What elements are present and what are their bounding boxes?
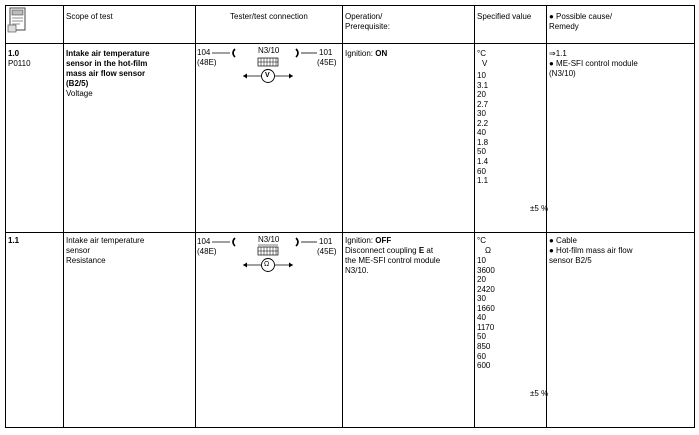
header-operation-2: Prerequisite:: [345, 22, 390, 31]
row2-pin-right-sub: (45E): [317, 247, 337, 256]
spec-value: 3600: [477, 265, 495, 275]
service-manual-icon: [7, 7, 29, 33]
row1-unit-value: V: [482, 59, 488, 68]
row1-remedy-3: (N3/10): [549, 69, 576, 78]
row2-pin-left-sub: (48E): [197, 247, 217, 256]
col-divider-5: [546, 5, 547, 428]
row1-unit-temp: °C: [477, 49, 486, 58]
spec-value: 1.8: [477, 137, 489, 147]
row1-pin-right: 101: [319, 48, 333, 57]
row2-scope-2: sensor: [66, 246, 91, 255]
header-cause-1: ● Possible cause/: [549, 12, 613, 21]
row2-remedy-2: ● Hot-film mass air flow: [549, 246, 633, 255]
row-separator: [5, 232, 695, 233]
row1-scope-5: Voltage: [66, 89, 93, 98]
spec-value: 50: [477, 147, 486, 157]
table-border-left: [5, 5, 6, 428]
row1-pin-left-sub: (48E): [197, 58, 217, 67]
row2-pin-left: 104: [197, 237, 211, 246]
spec-value: 60: [477, 351, 486, 361]
row1-scope-3: mass air flow sensor: [66, 69, 146, 78]
spec-value: 10: [477, 256, 486, 265]
spec-value: 30: [477, 294, 486, 304]
header-specified: Specified value: [477, 12, 532, 21]
spec-value: 3.1: [477, 80, 489, 90]
spec-value: 2.7: [477, 99, 489, 109]
spec-value: 20: [477, 90, 486, 100]
row2-pin-right: 101: [319, 237, 333, 246]
row1-module: N3/10: [258, 46, 280, 55]
spec-value: 10: [477, 71, 486, 80]
row2-unit-value: Ω: [485, 246, 491, 255]
spec-value: 60: [477, 166, 486, 176]
row2-scope-1: Intake air temperature: [66, 236, 145, 245]
row2-unit-temp: °C: [477, 236, 486, 245]
row2-remedy-3: sensor B2/5: [549, 256, 592, 265]
row1-operation: Ignition: ON: [345, 49, 388, 58]
spec-value: 2.2: [477, 118, 489, 128]
col-divider-1: [63, 5, 64, 428]
row2-operation-3: the ME-SFI control module: [345, 256, 441, 265]
row2-tolerance: ±5 %: [530, 389, 549, 398]
spec-value: 40: [477, 128, 486, 138]
row2-operation-1: Ignition: OFF: [345, 236, 392, 245]
row1-remedy-2: ● ME-SFI control module: [549, 59, 638, 68]
row1-tolerance: ±5 %: [530, 204, 549, 213]
spec-value: 2420: [477, 284, 495, 294]
col-divider-4: [474, 5, 475, 428]
table-border-bottom: [5, 427, 695, 428]
header-scope: Scope of test: [66, 12, 113, 21]
spec-value: 850: [477, 341, 491, 351]
spec-value: 1.4: [477, 156, 489, 166]
spec-value: 1660: [477, 303, 495, 313]
row1-step-sub: P0110: [8, 59, 31, 68]
header-operation-1: Operation/: [345, 12, 383, 21]
row1-remedy-1: ⇒1.1: [549, 49, 567, 58]
header-cause-2: Remedy: [549, 22, 579, 31]
row1-scope-4: (B2/5): [66, 79, 89, 88]
spec-value: 50: [477, 332, 486, 342]
row1-voltmeter-icon: V: [265, 72, 270, 79]
spec-value: 30: [477, 109, 486, 119]
row2-module: N3/10: [258, 235, 280, 244]
spec-value: 20: [477, 275, 486, 285]
row1-pin-right-sub: (45E): [317, 58, 337, 67]
row1-step: 1.0: [8, 49, 20, 58]
spec-value: 1170: [477, 322, 495, 332]
col-divider-3: [342, 5, 343, 428]
row2-remedy-1: ● Cable: [549, 236, 577, 245]
row1-pin-left: 104: [197, 48, 211, 57]
table-border-top: [5, 5, 695, 6]
header-tester: Tester/test connection: [230, 12, 308, 21]
row2-connection-diagram: [195, 234, 342, 284]
table-border-right: [694, 5, 695, 428]
header-separator: [5, 43, 695, 44]
row2-operation-4: N3/10.: [345, 266, 369, 275]
row2-step: 1.1: [8, 236, 20, 245]
row1-scope-1: Intake air temperature: [66, 49, 150, 58]
row2-scope-3: Resistance: [66, 256, 106, 265]
row2-ohmmeter-icon: Ω: [264, 261, 270, 268]
row1-scope-2: sensor in the hot-film: [66, 59, 148, 68]
row2-operation-2: Disconnect coupling E at: [345, 246, 434, 255]
spec-value: 600: [477, 361, 491, 371]
spec-value: 40: [477, 313, 486, 323]
spec-value: 1.1: [477, 176, 489, 186]
row1-connection-diagram: [195, 45, 342, 95]
